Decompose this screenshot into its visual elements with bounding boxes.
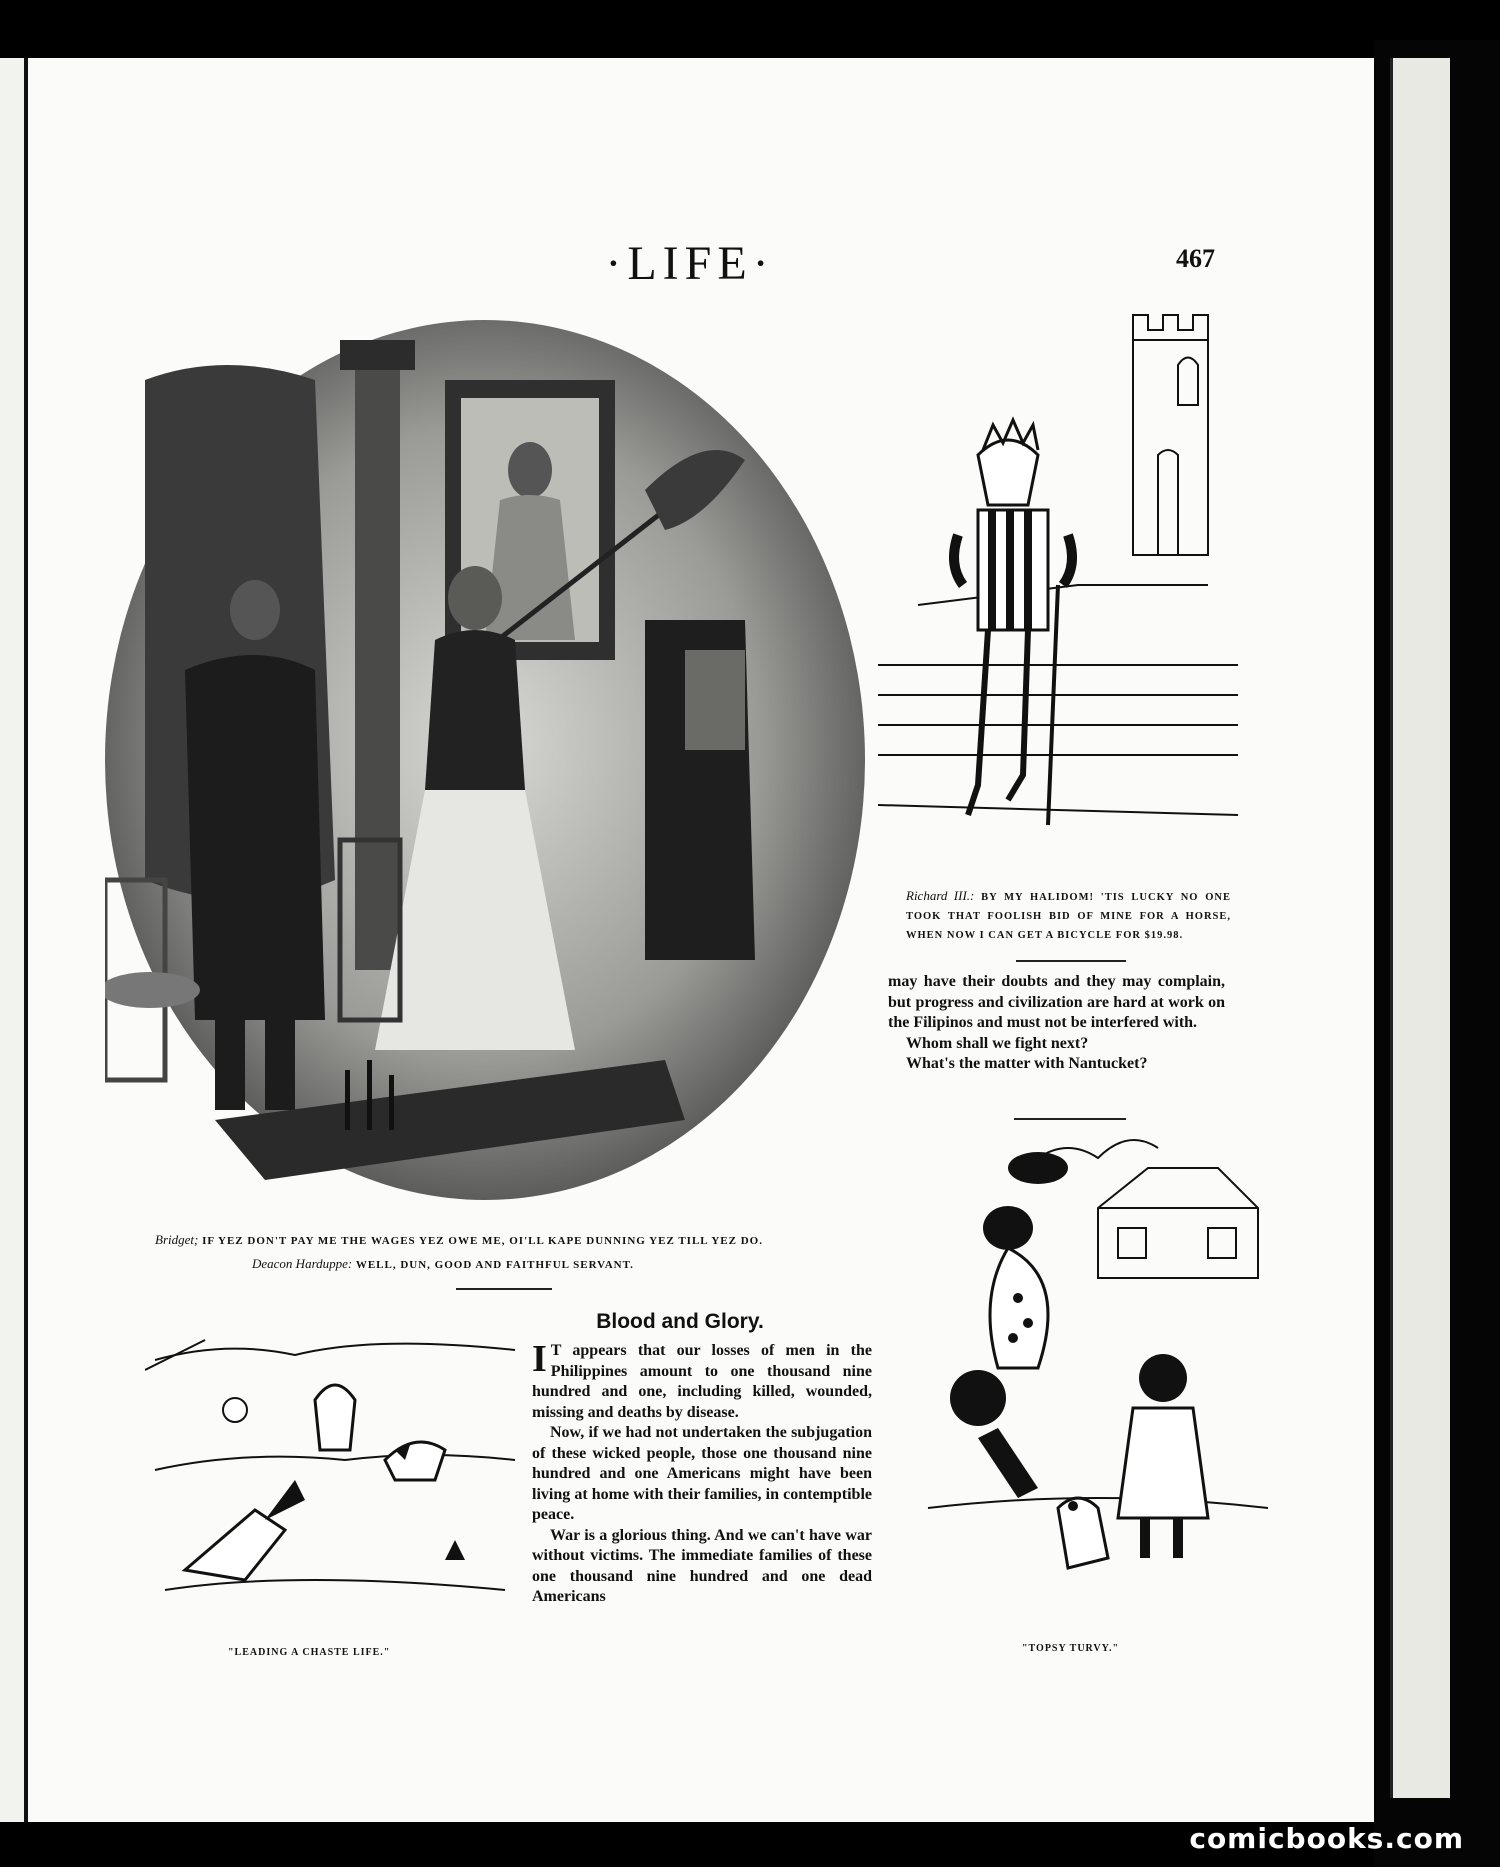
page-number: 467 [1176, 244, 1215, 273]
richard-caption-text: BY MY HALIDOM! 'TIS LUCKY NO ONE TOOK THAT FOOLISH BID OF MINE FOR A HORSE, WHEN NOW I CAN GET A BICYCLE FOR $19.98. [906, 892, 1231, 941]
richard-cartoon [878, 305, 1248, 865]
topsy-caption: "TOPSY TURVY." [1022, 1643, 1119, 1654]
richard-caption [906, 886, 1231, 945]
article-heading: Blood and Glory. [596, 1310, 764, 1333]
article-paragraph1: T appears that our losses of men in the Philippines amount to one thousand nine hundred and one, including killed, wounded, missing and deaths by disease. [532, 1342, 872, 1421]
fox-caption: "LEADING A CHASTE LIFE." [228, 1647, 391, 1658]
article-dropcap: I [532, 1338, 547, 1380]
previous-page-edge [0, 58, 28, 1822]
article-paragraph2: Now, if we had not undertaken the subjugation of these wicked people, those one thousand nine hundred and one Americans might have been living at home with their families, in contemptible peace. [532, 1424, 872, 1523]
masthead-title: ·LIFE· [605, 237, 775, 290]
watermark: comicbooks.com [1189, 1822, 1464, 1855]
continued-text [888, 972, 1225, 1075]
divider-rule [456, 1288, 552, 1290]
richard-caption-speaker: Richard III.: [906, 888, 975, 903]
topsy-turvy-cartoon [918, 1128, 1278, 1608]
photo-caption-line2 [252, 1256, 634, 1272]
continued-paragraph1: may have their doubts and they may complain, but progress and civilization are hard at work on the Filipinos and must not be interfered with. [888, 973, 1225, 1031]
divider-rule [1014, 1118, 1126, 1120]
photo-caption-text1: IF YEZ DON'T PAY ME THE WAGES YEZ OWE ME, OI'LL KAPE DUNNING YEZ TILL YEZ DO. [202, 1235, 763, 1247]
next-page-edge [1390, 58, 1450, 1798]
divider-rule [1016, 960, 1126, 962]
continued-paragraph3: What's the matter with Nantucket? [906, 1055, 1148, 1072]
continued-paragraph2: Whom shall we fight next? [906, 1034, 1089, 1052]
photo-caption-text2: WELL, DUN, GOOD AND FAITHFUL SERVANT. [355, 1259, 634, 1271]
photo-caption-speaker1: Bridget; [155, 1232, 199, 1247]
photo-caption-line1 [155, 1232, 763, 1248]
article-body [532, 1338, 872, 1608]
photo-illustration [105, 320, 870, 1200]
article-paragraph3: War is a glorious thing. And we can't have war without victims. The immediate families of these one thousand nine hundred and one dead Americans [532, 1526, 872, 1605]
fox-cartoon [145, 1330, 520, 1620]
photo-caption-speaker2: Deacon Harduppe: [252, 1256, 353, 1271]
